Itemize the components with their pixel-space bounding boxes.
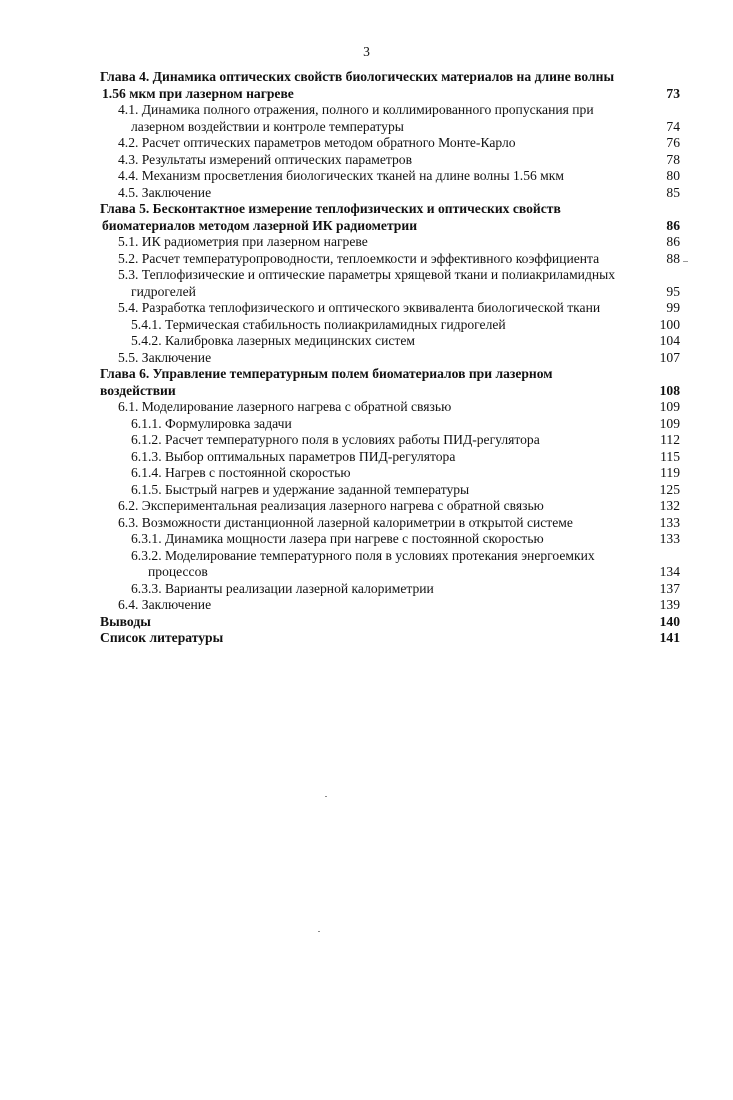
toc-entry-continuation [100,284,680,301]
toc-conclusions [100,614,680,631]
toc-chapter-4-line1 [100,69,680,86]
toc-page-number: 108 [659,382,680,398]
toc-chapter-6-line1 [100,366,680,383]
toc-page-number: 115 [660,448,680,464]
toc-entry-title: 6.1.1. Формулировка задачи [131,415,292,431]
toc-entry-title: 6.1.3. Выбор оптимальных параметров ПИД-регулятора [131,448,456,464]
toc-page-number: 104 [659,333,680,348]
toc-entry-title: Список литературы [100,630,224,645]
toc-entry-title: 4.5. Заключение [118,184,212,200]
toc-entry [100,234,680,251]
toc-page-number: 134 [659,564,680,579]
toc-entry-title: 6.4. Заключение [118,597,212,612]
toc-entry-title: 5.4.1. Термическая стабильность полиакриламидных гидрогелей [131,316,506,332]
toc-page-number: 85 [666,184,680,200]
toc-entry-title: 6.1.4. Нагрев с постоянной скоростью [131,465,351,480]
toc-subentry [100,482,680,499]
scan-mark [683,261,688,262]
toc-page-number: 76 [666,135,680,150]
toc-subentry [100,416,680,433]
toc-page-number: 109 [659,415,680,431]
toc-subentry [100,317,680,334]
toc-page-number: 99 [666,300,680,315]
toc-page-number: 119 [660,465,680,480]
toc-entry-title: 5.2. Расчет температуропроводности, теплоемкости и эффективного коэффициента [118,250,600,266]
toc-entry-title: 5.1. ИК радиометрия при лазерном нагреве [118,234,368,249]
toc-entry-title: 4.4. Механизм просветления биологических тканей на длине волны 1.56 мкм [118,168,564,183]
toc-chapter-title: Глава 6. Управление температурным полем биоматериалов при лазерном [100,366,553,381]
toc-entry-title: 6.3.3. Варианты реализации лазерной калориметрии [131,580,434,596]
toc-entry-continuation [100,119,680,136]
toc-entry-title: 5.4. Разработка теплофизического и оптического эквивалента биологической ткани [118,300,601,315]
toc-entry-continuation [100,564,680,581]
toc-page-number: 109 [659,399,680,414]
toc-entry-title: 4.2. Расчет оптических параметров методом обратного Монте-Карло [118,135,516,150]
toc-entry-title: 6.1. Моделирование лазерного нагрева с обратной связью [118,399,452,414]
toc-page-number: 125 [659,481,680,497]
toc-entry-title: лазерном воздействии и контроле температуры [131,118,404,134]
toc-page-number: 140 [659,613,680,629]
scan-speck [318,931,320,932]
toc-page-number: 80 [666,168,680,183]
toc-chapter-4-line2 [100,86,680,103]
toc-chapter-5-line1 [100,201,680,218]
toc-entry [100,251,680,268]
toc-entry [100,515,680,532]
toc-page-number: 107 [659,349,680,365]
toc-subentry [100,548,680,565]
toc-page-number: 133 [659,514,680,530]
toc-entry [100,399,680,416]
toc-chapter-title: Глава 4. Динамика оптических свойств биологических материалов на длине волны [100,69,615,84]
toc-entry [100,597,680,614]
toc-entry [100,267,680,284]
toc-entry [100,152,680,169]
scan-speck [325,796,327,797]
toc-page-number: 95 [666,283,680,299]
toc-page-number: 133 [659,531,680,546]
toc-subentry [100,333,680,350]
toc-page-number: 73 [666,85,680,101]
toc-chapter-6-line2 [100,383,680,400]
toc-page-number: 112 [660,432,680,447]
toc-page-number: 100 [659,316,680,332]
toc-page-number: 137 [659,580,680,596]
toc-entry [100,498,680,515]
toc-chapter-5-line2 [100,218,680,235]
toc-subentry [100,581,680,598]
toc-entry-title: 6.1.2. Расчет температурного поля в условиях работы ПИД-регулятора [131,432,540,447]
toc-chapter-title: воздействии [100,382,176,398]
toc-entry [100,168,680,185]
toc-entry-title: 5.5. Заключение [118,349,212,365]
toc-page-number: 78 [666,151,680,167]
toc-entry-title: Выводы [100,613,151,629]
page-number: 3 [363,44,370,59]
toc-page-number: 141 [659,630,680,645]
toc-entry-title: 6.3.2. Моделирование температурного поля в условиях протекания энергоемких [131,547,595,563]
toc-chapter-title: 1.56 мкм при лазерном нагреве [102,85,294,101]
toc-entry [100,300,680,317]
toc-entry [100,135,680,152]
table-of-contents [100,69,680,647]
toc-page-number: 74 [666,118,680,134]
toc-subentry [100,465,680,482]
toc-subentry [100,432,680,449]
toc-entry-title: 6.3.1. Динамика мощности лазера при нагреве с постоянной скоростью [131,531,544,546]
toc-page-number: 88 [666,250,680,266]
toc-page-number: 86 [666,234,680,249]
toc-page-number: 132 [659,498,680,513]
toc-entry-title: 5.3. Теплофизические и оптические параметры хрящевой ткани и полиакриламидных [118,267,616,282]
toc-page-number: 139 [659,597,680,612]
toc-entry [100,102,680,119]
toc-entry-title: 4.1. Динамика полного отражения, полного и коллимированного пропускания при [118,102,594,117]
toc-entry-title: 6.2. Экспериментальная реализация лазерного нагрева с обратной связью [118,498,544,513]
toc-page-number: 86 [666,217,680,233]
toc-entry-title: 5.4.2. Калибровка лазерных медицинских систем [131,333,415,348]
toc-entry-title: процессов [148,564,208,579]
toc-entry-title: 6.1.5. Быстрый нагрев и удержание заданной температуры [131,481,470,497]
toc-entry-title: 4.3. Результаты измерений оптических параметров [118,151,413,167]
toc-references [100,630,680,647]
toc-subentry [100,449,680,466]
toc-subentry [100,531,680,548]
toc-entry [100,350,680,367]
toc-entry-title: гидрогелей [131,283,196,299]
toc-entry-title: 6.3. Возможности дистанционной лазерной калориметрии в открытой системе [118,514,573,530]
toc-entry [100,185,680,202]
toc-chapter-title: биоматериалов методом лазерной ИК радиометрии [102,217,418,233]
toc-chapter-title: Глава 5. Бесконтактное измерение теплофизических и оптических свойств [100,201,561,216]
